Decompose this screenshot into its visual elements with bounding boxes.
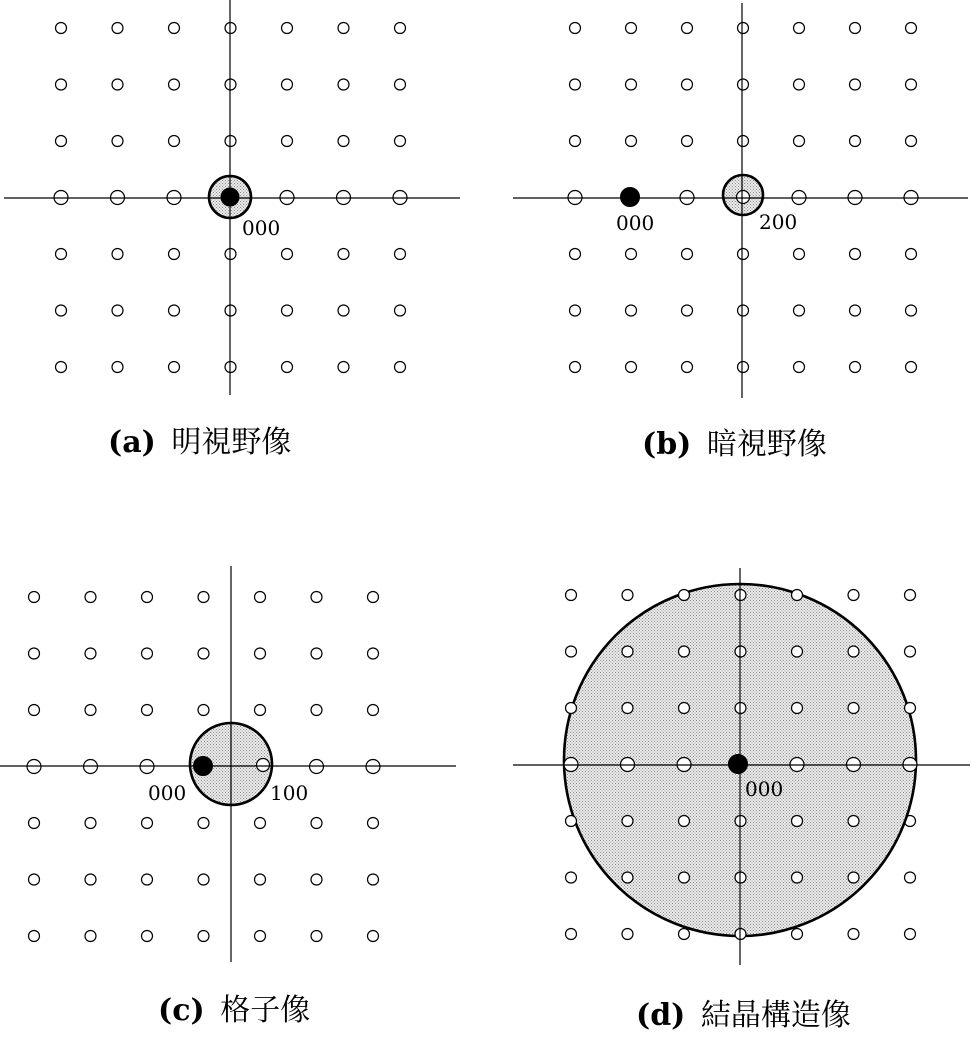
panel-c-diffraction-spot (29, 931, 40, 942)
panel-a-caption (108, 425, 291, 460)
panel-d-diffraction-spot (566, 929, 577, 940)
panel-d-diffraction-spot (848, 872, 859, 883)
panel-a-diffraction-spot (56, 362, 67, 373)
panel-a-diffraction-spot (112, 136, 123, 147)
panel-b-diffraction-spot (682, 79, 693, 90)
panel-b-caption (642, 427, 827, 462)
panel-c-diffraction-spot (198, 592, 209, 603)
panel-a-diffraction-spot (56, 23, 67, 34)
panel-a-diffraction-spot (338, 136, 349, 147)
panel-b-diffraction-spot (850, 136, 861, 147)
panel-a-diffraction-spot (169, 136, 180, 147)
panel-c-diffraction-spot (85, 931, 96, 942)
panel-d-diffraction-spot (679, 872, 690, 883)
panel-b-diffraction-spot (850, 249, 861, 260)
panel-d-diffraction-spot (848, 929, 859, 940)
panel-a-diffraction-spot (56, 249, 67, 260)
panel-c-diffraction-spot (142, 705, 153, 716)
panel-c-diffraction-spot (142, 648, 153, 659)
panel-a-diffraction-spot (282, 23, 293, 34)
panel-c-diffraction-spot (142, 818, 153, 829)
panel-d-diffraction-spot (566, 590, 577, 601)
panel-b-diffraction-spot (906, 23, 917, 34)
panel-b-diffraction-spot (794, 305, 805, 316)
panel-d-diffraction-spot (566, 703, 577, 714)
panel-c-diffraction-spot (255, 705, 266, 716)
panel-a-label-000: 000 (242, 216, 281, 240)
panel-a-diffraction-spot (395, 136, 406, 147)
panel-b-label-000: 000 (616, 211, 655, 235)
panel-d-diffraction-spot (622, 646, 633, 657)
panel-d-diffraction-spot (792, 816, 803, 827)
panel-a-diffraction-spot (395, 305, 406, 316)
panel-d-caption (636, 998, 851, 1033)
panel-d-diffraction-spot (848, 816, 859, 827)
panel-d-diffraction-spot (905, 872, 916, 883)
panel-a-diffraction-spot (395, 79, 406, 90)
panel-c-diffraction-spot (198, 931, 209, 942)
panel-b-diffraction-spot (850, 362, 861, 373)
panel-b-diffraction-spot (906, 362, 917, 373)
panel-b-diffraction-spot (738, 362, 749, 373)
panel-d-diffraction-spot (792, 646, 803, 657)
panel-b-diffraction-spot (682, 136, 693, 147)
panel-b-diffraction-spot (570, 23, 581, 34)
panel-b-diffraction-spot (794, 362, 805, 373)
panel-c-diffraction-spot (368, 648, 379, 659)
panel-d-diffraction-spot (848, 646, 859, 657)
panel-d-diffraction-spot (622, 872, 633, 883)
panel-d-diffraction-spot (679, 816, 690, 827)
panel-b-label-200: 200 (759, 210, 798, 234)
panel-b-diffraction-spot (626, 305, 637, 316)
panel-d-diffraction-spot (622, 703, 633, 714)
panel-b-diffraction-spot (738, 79, 749, 90)
panel-c-diffraction-spot (142, 931, 153, 942)
panel-a-diffraction-spot (338, 305, 349, 316)
panel-c-diffraction-spot (142, 592, 153, 603)
panel-d-diffraction-spot (679, 590, 690, 601)
panel-d-direct-beam-spot (729, 755, 748, 774)
panel-b-diffraction-spot (794, 23, 805, 34)
panel-c-diffraction-spot (85, 874, 96, 885)
panel-b-diffraction-spot (794, 249, 805, 260)
panel-a-diffraction-spot (282, 305, 293, 316)
panel-c-diffraction-spot (29, 874, 40, 885)
panel-c-diffraction-spot (311, 705, 322, 716)
panel-d-diffraction-spot (679, 703, 690, 714)
panel-a-diffraction-spot (282, 362, 293, 373)
panel-d (513, 568, 970, 1033)
panel-c-diffraction-spot (198, 874, 209, 885)
panel-c-diffraction-spot (85, 818, 96, 829)
panel-d-label-000: 000 (745, 777, 784, 801)
panel-d-caption-text: 結晶構造像 (700, 998, 851, 1033)
panel-b-diffraction-spot (570, 305, 581, 316)
panel-d-caption-mark: (d) (636, 998, 686, 1033)
panel-b-diffraction-spot (570, 249, 581, 260)
panel-b-diffraction-spot (682, 305, 693, 316)
panel-d-diffraction-spot (905, 929, 916, 940)
panel-b-diffraction-spot (626, 23, 637, 34)
panel-d-diffraction-spot (905, 590, 916, 601)
panel-d-diffraction-spot (679, 929, 690, 940)
panel-a-diffraction-spot (56, 136, 67, 147)
panel-b-diffraction-spot (850, 305, 861, 316)
panel-b-diffraction-spot (626, 136, 637, 147)
panel-b-diffraction-spot (626, 79, 637, 90)
panel-c-direct-beam-spot (194, 757, 213, 776)
panel-b-diffraction-spot (850, 23, 861, 34)
panel-a-caption-mark: (a) (108, 425, 156, 460)
panel-c-caption-mark: (c) (158, 993, 205, 1028)
panel-a-diffraction-spot (395, 23, 406, 34)
panel-a-diffraction-spot (169, 79, 180, 90)
panel-a-diffraction-spot (112, 249, 123, 260)
panel-c-diffraction-spot (198, 648, 209, 659)
panel-b-diffraction-spot (682, 23, 693, 34)
panel-b-diffraction-spot (682, 362, 693, 373)
panel-d-diffraction-spot (622, 816, 633, 827)
panel-c-diffraction-spot (255, 931, 266, 942)
panel-c-diffraction-spot (85, 705, 96, 716)
panel-b-diffraction-spot (570, 79, 581, 90)
panel-c-label-100: 100 (270, 781, 309, 805)
panel-d-diffraction-spot (622, 929, 633, 940)
panel-c-diffraction-spot (368, 592, 379, 603)
panel-a-diffraction-spot (112, 362, 123, 373)
panel-a-diffraction-spot (338, 79, 349, 90)
panel-d-diffraction-spot (566, 816, 577, 827)
panel-a-diffraction-spot (282, 249, 293, 260)
panel-c-diffraction-spot (85, 648, 96, 659)
panel-d-diffraction-spot (848, 590, 859, 601)
panel-c-diffraction-spot (255, 874, 266, 885)
panel-d-diffraction-spot (792, 872, 803, 883)
panel-a-diffraction-spot (112, 305, 123, 316)
panel-c-caption-text: 格子像 (220, 993, 311, 1028)
panel-b-diffraction-spot (570, 362, 581, 373)
panel-a (4, 0, 460, 460)
panel-b-diffraction-spot (794, 136, 805, 147)
panel-c-diffraction-spot (255, 592, 266, 603)
panel-b-diffraction-spot (906, 136, 917, 147)
panel-a-diffraction-spot (395, 249, 406, 260)
panel-d-diffraction-spot (905, 703, 916, 714)
panel-c-diffraction-spot (29, 818, 40, 829)
panel-b-caption-text: 暗視野像 (706, 427, 827, 462)
panel-c-diffraction-spot (29, 705, 40, 716)
panel-a-diffraction-spot (56, 305, 67, 316)
panel-a-diffraction-spot (338, 23, 349, 34)
panel-a-diffraction-spot (56, 79, 67, 90)
panel-c-diffraction-spot (311, 931, 322, 942)
panel-a-diffraction-spot (395, 362, 406, 373)
panel-a-diffraction-spot (169, 305, 180, 316)
panel-c-diffraction-spot (255, 648, 266, 659)
panel-c-diffraction-spot (198, 705, 209, 716)
panel-a-diffraction-spot (282, 136, 293, 147)
panel-c-diffraction-spot (142, 874, 153, 885)
panel-c-diffraction-spot (368, 818, 379, 829)
panel-b-direct-beam-spot (621, 188, 640, 207)
panel-c (0, 566, 456, 1028)
panel-b-caption-mark: (b) (642, 427, 692, 462)
panel-d-diffraction-spot (679, 646, 690, 657)
panel-d-diffraction-spot (792, 590, 803, 601)
panel-c-diffraction-spot (29, 648, 40, 659)
panel-c-diffraction-spot (85, 592, 96, 603)
panel-c-diffraction-spot (29, 592, 40, 603)
panel-b-diffraction-spot (738, 136, 749, 147)
panel-c-diffraction-spot (311, 818, 322, 829)
panel-d-diffraction-spot (792, 703, 803, 714)
panel-c-diffracted-spot-100 (257, 759, 270, 772)
panel-a-diffraction-spot (169, 249, 180, 260)
panel-b-diffraction-spot (906, 79, 917, 90)
panel-b-diffraction-spot (906, 305, 917, 316)
panel-b-diffraction-spot (738, 23, 749, 34)
panel-a-diffraction-spot (112, 23, 123, 34)
panel-c-caption (158, 993, 310, 1028)
panel-a-diffraction-spot (112, 79, 123, 90)
panel-c-diffraction-spot (368, 705, 379, 716)
panel-b-diffraction-spot (906, 249, 917, 260)
panel-a-diffraction-spot (169, 362, 180, 373)
panel-a-diffraction-spot (282, 79, 293, 90)
panel-c-label-000: 000 (148, 781, 187, 805)
panel-b-diffracted-spot-200 (737, 191, 750, 204)
panel-b-diffraction-spot (626, 249, 637, 260)
panel-d-diffraction-spot (622, 590, 633, 601)
panel-c-diffraction-spot (311, 592, 322, 603)
panel-c-diffraction-spot (311, 648, 322, 659)
panel-b-diffraction-spot (794, 79, 805, 90)
panel-a-diffraction-spot (338, 249, 349, 260)
panel-d-diffraction-spot (905, 646, 916, 657)
panel-d-diffraction-spot (566, 646, 577, 657)
panel-a-diffraction-spot (169, 23, 180, 34)
panel-a-diffraction-spot (338, 362, 349, 373)
panel-c-diffraction-spot (198, 818, 209, 829)
panel-d-diffraction-spot (792, 929, 803, 940)
panel-a-caption-text: 明視野像 (171, 425, 292, 460)
panel-b-diffraction-spot (850, 79, 861, 90)
panel-b-diffraction-spot (682, 249, 693, 260)
panel-d-diffraction-spot (848, 703, 859, 714)
panel-b (513, 3, 968, 462)
panel-c-diffraction-spot (311, 874, 322, 885)
panel-b-diffraction-spot (738, 305, 749, 316)
panel-c-diffraction-spot (255, 818, 266, 829)
panel-b-diffraction-spot (738, 249, 749, 260)
panel-b-diffraction-spot (626, 362, 637, 373)
panel-d-diffraction-spot (566, 872, 577, 883)
panel-c-diffraction-spot (368, 874, 379, 885)
panel-b-diffraction-spot (570, 136, 581, 147)
panel-c-diffraction-spot (368, 931, 379, 942)
